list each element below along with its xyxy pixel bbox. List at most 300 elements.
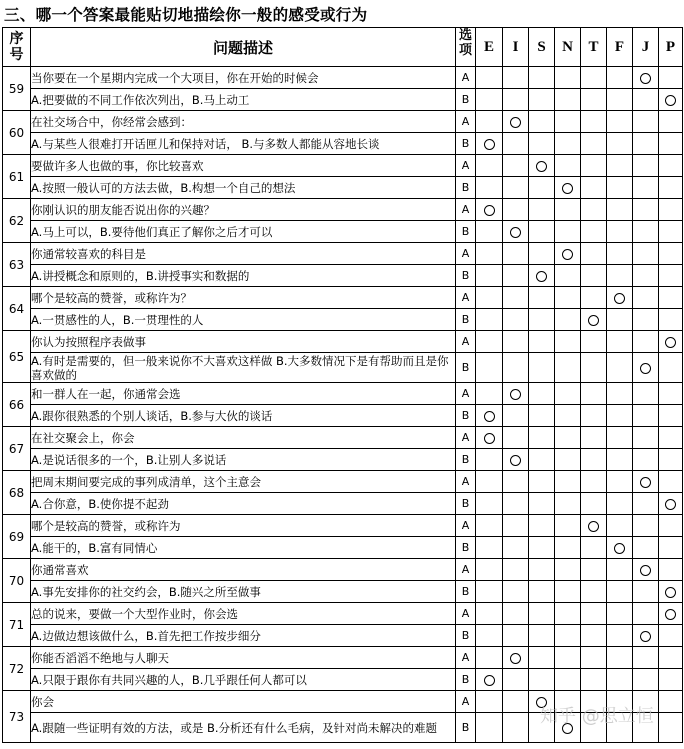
mark-cell-t <box>581 243 607 265</box>
option-letter: B <box>456 493 476 515</box>
mark-cell-s <box>529 353 555 383</box>
mark-cell-e <box>476 713 503 743</box>
mark-cell-n <box>555 515 581 537</box>
circle-icon <box>588 315 599 326</box>
mark-cell-t <box>581 383 607 405</box>
mark-cell-t <box>581 287 607 309</box>
mark-cell-t <box>581 133 607 155</box>
mark-cell-i <box>503 427 529 449</box>
table-row <box>3 559 683 581</box>
header-opt: 选项 <box>456 28 476 67</box>
question-number: 72 <box>3 647 31 691</box>
mark-cell-e <box>476 537 503 559</box>
table-row <box>3 243 683 265</box>
table-row <box>3 515 683 537</box>
mark-cell-p <box>659 383 683 405</box>
circle-icon <box>510 389 521 400</box>
mark-cell-p <box>659 309 683 331</box>
mark-cell-e <box>476 67 503 89</box>
mark-cell-s <box>529 199 555 221</box>
header-num: 序号 <box>3 28 31 67</box>
mark-cell-f <box>607 603 633 625</box>
mark-cell-j <box>633 383 659 405</box>
mark-cell-i <box>503 515 529 537</box>
mark-cell-p <box>659 405 683 427</box>
mark-cell-e <box>476 331 503 353</box>
mark-cell-n <box>555 647 581 669</box>
table-row <box>3 111 683 133</box>
mark-cell-n <box>555 581 581 603</box>
mark-cell-f <box>607 559 633 581</box>
table-row <box>3 155 683 177</box>
mark-cell-t <box>581 177 607 199</box>
mark-cell-e <box>476 581 503 603</box>
mark-cell-p <box>659 647 683 669</box>
mark-cell-s <box>529 221 555 243</box>
mark-cell-t <box>581 353 607 383</box>
mark-cell-j <box>633 309 659 331</box>
mark-cell-i <box>503 265 529 287</box>
questionnaire-table <box>2 27 683 743</box>
table-row <box>3 647 683 669</box>
option-letter: B <box>456 89 476 111</box>
mark-cell-s <box>529 537 555 559</box>
mark-cell-i <box>503 353 529 383</box>
question-text: 你会 <box>31 691 456 713</box>
mark-cell-p <box>659 199 683 221</box>
option-letter: B <box>456 353 476 383</box>
mark-cell-j <box>633 67 659 89</box>
mark-cell-p <box>659 111 683 133</box>
mark-cell-j <box>633 449 659 471</box>
circle-icon <box>665 337 676 348</box>
mark-cell-f <box>607 221 633 243</box>
mark-cell-e <box>476 625 503 647</box>
header-dim-f: F <box>607 28 633 67</box>
mark-cell-f <box>607 309 633 331</box>
mark-cell-i <box>503 89 529 111</box>
answer-options-text: A.与某些人很难打开话匣儿和保持对话， B.与多数人都能从容地长谈 <box>31 133 456 155</box>
mark-cell-f <box>607 471 633 493</box>
mark-cell-i <box>503 133 529 155</box>
mark-cell-s <box>529 67 555 89</box>
header-dim-j: J <box>633 28 659 67</box>
circle-icon <box>665 609 676 620</box>
table-row <box>3 309 683 331</box>
mark-cell-e <box>476 405 503 427</box>
table-row <box>3 581 683 603</box>
mark-cell-j <box>633 89 659 111</box>
table-row <box>3 89 683 111</box>
circle-icon <box>588 521 599 532</box>
mark-cell-p <box>659 471 683 493</box>
answer-options-text: A.把要做的不同工作依次列出，B.马上动工 <box>31 89 456 111</box>
circle-icon <box>484 205 495 216</box>
mark-cell-p <box>659 493 683 515</box>
mark-cell-i <box>503 67 529 89</box>
mark-cell-j <box>633 199 659 221</box>
option-letter: A <box>456 199 476 221</box>
answer-options-text: A.讲授概念和原则的，B.讲授事实和数据的 <box>31 265 456 287</box>
header-dim-i: I <box>503 28 529 67</box>
mark-cell-t <box>581 405 607 427</box>
mark-cell-j <box>633 133 659 155</box>
mark-cell-s <box>529 309 555 331</box>
question-number: 63 <box>3 243 31 287</box>
mark-cell-s <box>529 405 555 427</box>
option-letter: B <box>456 177 476 199</box>
mark-cell-s <box>529 471 555 493</box>
mark-cell-e <box>476 647 503 669</box>
mark-cell-s <box>529 559 555 581</box>
mark-cell-n <box>555 691 581 713</box>
mark-cell-j <box>633 353 659 383</box>
mark-cell-i <box>503 243 529 265</box>
mark-cell-t <box>581 669 607 691</box>
question-text: 哪个是较高的赞誉，或称许为？ <box>31 287 456 309</box>
question-text: 要做许多人也做的事，你比较喜欢 <box>31 155 456 177</box>
mark-cell-j <box>633 427 659 449</box>
mark-cell-s <box>529 111 555 133</box>
table-row <box>3 405 683 427</box>
mark-cell-i <box>503 449 529 471</box>
mark-cell-f <box>607 133 633 155</box>
mark-cell-f <box>607 625 633 647</box>
option-letter: A <box>456 471 476 493</box>
answer-options-text: A.是说话很多的一个，B.让别人多说话 <box>31 449 456 471</box>
option-letter: A <box>456 383 476 405</box>
mark-cell-t <box>581 647 607 669</box>
page-title: 三、哪一个答案最能贴切地描绘你一般的感受或行为 <box>4 6 368 24</box>
mark-cell-t <box>581 603 607 625</box>
circle-icon <box>640 363 651 374</box>
mark-cell-s <box>529 177 555 199</box>
option-letter: B <box>456 221 476 243</box>
answer-options-text: A.有时是需要的，但一般来说你不大喜欢这样做 B.大多数情况下是有帮助而且是你喜欢做的 <box>31 353 456 383</box>
mark-cell-t <box>581 221 607 243</box>
mark-cell-j <box>633 471 659 493</box>
table-row <box>3 537 683 559</box>
mark-cell-i <box>503 331 529 353</box>
mark-cell-s <box>529 691 555 713</box>
table-row <box>3 331 683 353</box>
option-letter: B <box>456 309 476 331</box>
mark-cell-n <box>555 331 581 353</box>
mark-cell-i <box>503 155 529 177</box>
mark-cell-p <box>659 449 683 471</box>
mark-cell-n <box>555 603 581 625</box>
mark-cell-i <box>503 309 529 331</box>
circle-icon <box>484 433 495 444</box>
mark-cell-e <box>476 287 503 309</box>
option-letter: A <box>456 67 476 89</box>
mark-cell-f <box>607 67 633 89</box>
mark-cell-i <box>503 471 529 493</box>
mark-cell-n <box>555 713 581 743</box>
option-letter: B <box>456 581 476 603</box>
mark-cell-n <box>555 199 581 221</box>
mark-cell-p <box>659 265 683 287</box>
table-row <box>3 603 683 625</box>
mark-cell-t <box>581 89 607 111</box>
mark-cell-t <box>581 331 607 353</box>
mark-cell-s <box>529 713 555 743</box>
mark-cell-p <box>659 155 683 177</box>
mark-cell-i <box>503 537 529 559</box>
mark-cell-i <box>503 383 529 405</box>
question-text: 在社交聚会上，你会 <box>31 427 456 449</box>
mark-cell-e <box>476 493 503 515</box>
mark-cell-f <box>607 493 633 515</box>
mark-cell-i <box>503 647 529 669</box>
mark-cell-p <box>659 221 683 243</box>
circle-icon <box>484 675 495 686</box>
question-number: 65 <box>3 331 31 383</box>
table-row <box>3 287 683 309</box>
mark-cell-s <box>529 581 555 603</box>
option-letter: B <box>456 449 476 471</box>
mark-cell-j <box>633 287 659 309</box>
mark-cell-j <box>633 111 659 133</box>
mark-cell-e <box>476 669 503 691</box>
mark-cell-j <box>633 625 659 647</box>
mark-cell-i <box>503 713 529 743</box>
header-desc: 问题描述 <box>31 28 456 67</box>
mark-cell-s <box>529 383 555 405</box>
mark-cell-t <box>581 67 607 89</box>
answer-options-text: A.一贯感性的人，B.一贯理性的人 <box>31 309 456 331</box>
mark-cell-e <box>476 111 503 133</box>
mark-cell-e <box>476 89 503 111</box>
circle-icon <box>665 95 676 106</box>
mark-cell-p <box>659 243 683 265</box>
mark-cell-e <box>476 221 503 243</box>
mark-cell-t <box>581 155 607 177</box>
mark-cell-j <box>633 537 659 559</box>
question-text: 和一群人在一起，你通常会选 <box>31 383 456 405</box>
question-text: 总的说来，要做一个大型作业时，你会选 <box>31 603 456 625</box>
mark-cell-e <box>476 691 503 713</box>
mark-cell-s <box>529 625 555 647</box>
table-row <box>3 669 683 691</box>
mark-cell-t <box>581 515 607 537</box>
mark-cell-i <box>503 581 529 603</box>
circle-icon <box>536 271 547 282</box>
mark-cell-e <box>476 133 503 155</box>
option-letter: B <box>456 625 476 647</box>
option-letter: A <box>456 155 476 177</box>
mark-cell-n <box>555 625 581 647</box>
option-letter: B <box>456 669 476 691</box>
question-text: 当你要在一个星期内完成一个大项目，你在开始的时候会 <box>31 67 456 89</box>
question-text: 在社交场合中，你经常会感到： <box>31 111 456 133</box>
mark-cell-j <box>633 265 659 287</box>
mark-cell-n <box>555 471 581 493</box>
mark-cell-n <box>555 405 581 427</box>
mark-cell-t <box>581 493 607 515</box>
mark-cell-i <box>503 177 529 199</box>
mark-cell-n <box>555 449 581 471</box>
mark-cell-t <box>581 265 607 287</box>
answer-options-text: A.跟随一些证明有效的方法，或是 B.分析还有什么毛病，及针对尚未解决的难题 <box>31 713 456 743</box>
mark-cell-t <box>581 427 607 449</box>
mark-cell-s <box>529 265 555 287</box>
mark-cell-e <box>476 515 503 537</box>
question-number: 64 <box>3 287 31 331</box>
mark-cell-p <box>659 515 683 537</box>
mark-cell-n <box>555 111 581 133</box>
option-letter: B <box>456 133 476 155</box>
mark-cell-f <box>607 691 633 713</box>
option-letter: A <box>456 691 476 713</box>
mark-cell-n <box>555 537 581 559</box>
option-letter: A <box>456 287 476 309</box>
mark-cell-f <box>607 89 633 111</box>
table-row <box>3 493 683 515</box>
mark-cell-t <box>581 309 607 331</box>
question-number: 59 <box>3 67 31 111</box>
mark-cell-n <box>555 353 581 383</box>
mark-cell-n <box>555 493 581 515</box>
question-text: 你认为按照程序表做事 <box>31 331 456 353</box>
mark-cell-i <box>503 493 529 515</box>
circle-icon <box>510 117 521 128</box>
mark-cell-i <box>503 405 529 427</box>
mark-cell-f <box>607 669 633 691</box>
mark-cell-f <box>607 581 633 603</box>
mark-cell-p <box>659 669 683 691</box>
watermark: 知乎 @思立恒 <box>540 706 654 727</box>
mark-cell-n <box>555 383 581 405</box>
mark-cell-n <box>555 221 581 243</box>
option-letter: A <box>456 603 476 625</box>
table-row <box>3 133 683 155</box>
mark-cell-j <box>633 515 659 537</box>
mark-cell-n <box>555 67 581 89</box>
circle-icon <box>665 587 676 598</box>
mark-cell-s <box>529 493 555 515</box>
mark-cell-p <box>659 287 683 309</box>
mark-cell-n <box>555 427 581 449</box>
answer-options-text: A.跟你很熟悉的个别人谈话，B.参与大伙的谈话 <box>31 405 456 427</box>
option-letter: B <box>456 265 476 287</box>
option-letter: B <box>456 405 476 427</box>
mark-cell-j <box>633 647 659 669</box>
table-row <box>3 199 683 221</box>
mark-cell-p <box>659 603 683 625</box>
question-text: 你刚认识的朋友能否说出你的兴趣？ <box>31 199 456 221</box>
circle-icon <box>640 631 651 642</box>
circle-icon <box>510 455 521 466</box>
mark-cell-s <box>529 427 555 449</box>
option-letter: A <box>456 243 476 265</box>
mark-cell-e <box>476 603 503 625</box>
mark-cell-s <box>529 243 555 265</box>
mark-cell-f <box>607 383 633 405</box>
mark-cell-n <box>555 287 581 309</box>
circle-icon <box>614 293 625 304</box>
mark-cell-p <box>659 713 683 743</box>
answer-options-text: A.按照一般认可的方法去做，B.构想一个自己的想法 <box>31 177 456 199</box>
header-dim-e: E <box>476 28 503 67</box>
question-text: 哪个是较高的赞誉，或称许为 <box>31 515 456 537</box>
mark-cell-e <box>476 155 503 177</box>
mark-cell-p <box>659 691 683 713</box>
mark-cell-f <box>607 155 633 177</box>
mark-cell-j <box>633 221 659 243</box>
mark-cell-i <box>503 287 529 309</box>
option-letter: A <box>456 559 476 581</box>
mark-cell-n <box>555 155 581 177</box>
table-row <box>3 221 683 243</box>
circle-icon <box>665 499 676 510</box>
table-row <box>3 427 683 449</box>
mark-cell-p <box>659 67 683 89</box>
mark-cell-e <box>476 559 503 581</box>
table-row <box>3 713 683 743</box>
mark-cell-t <box>581 111 607 133</box>
mark-cell-f <box>607 111 633 133</box>
mark-cell-f <box>607 331 633 353</box>
answer-options-text: A.边做边想该做什么，B.首先把工作按步细分 <box>31 625 456 647</box>
mark-cell-e <box>476 427 503 449</box>
mark-cell-f <box>607 287 633 309</box>
circle-icon <box>562 249 573 260</box>
question-number: 73 <box>3 691 31 743</box>
option-letter: A <box>456 331 476 353</box>
question-number: 68 <box>3 471 31 515</box>
mark-cell-t <box>581 691 607 713</box>
option-letter: A <box>456 427 476 449</box>
mark-cell-j <box>633 493 659 515</box>
question-number: 61 <box>3 155 31 199</box>
circle-icon <box>536 161 547 172</box>
circle-icon <box>562 183 573 194</box>
answer-options-text: A.只限于跟你有共同兴趣的人，B.几乎跟任何人都可以 <box>31 669 456 691</box>
circle-icon <box>640 565 651 576</box>
mark-cell-s <box>529 331 555 353</box>
option-letter: A <box>456 647 476 669</box>
mark-cell-e <box>476 383 503 405</box>
answer-options-text: A.合你意，B.使你提不起劲 <box>31 493 456 515</box>
mark-cell-j <box>633 713 659 743</box>
mark-cell-e <box>476 309 503 331</box>
table-row <box>3 353 683 383</box>
question-number: 67 <box>3 427 31 471</box>
mark-cell-e <box>476 177 503 199</box>
mark-cell-n <box>555 133 581 155</box>
mark-cell-j <box>633 669 659 691</box>
mark-cell-f <box>607 713 633 743</box>
mark-cell-i <box>503 559 529 581</box>
mark-cell-p <box>659 331 683 353</box>
mark-cell-t <box>581 581 607 603</box>
mark-cell-s <box>529 155 555 177</box>
mark-cell-s <box>529 287 555 309</box>
header-dim-s: S <box>529 28 555 67</box>
mark-cell-t <box>581 199 607 221</box>
header-dim-t: T <box>581 28 607 67</box>
mark-cell-j <box>633 177 659 199</box>
mark-cell-e <box>476 353 503 383</box>
mark-cell-n <box>555 669 581 691</box>
mark-cell-f <box>607 515 633 537</box>
question-text: 你通常喜欢 <box>31 559 456 581</box>
mark-cell-i <box>503 691 529 713</box>
mark-cell-s <box>529 133 555 155</box>
question-text: 你能否滔滔不绝地与人聊天 <box>31 647 456 669</box>
mark-cell-s <box>529 515 555 537</box>
